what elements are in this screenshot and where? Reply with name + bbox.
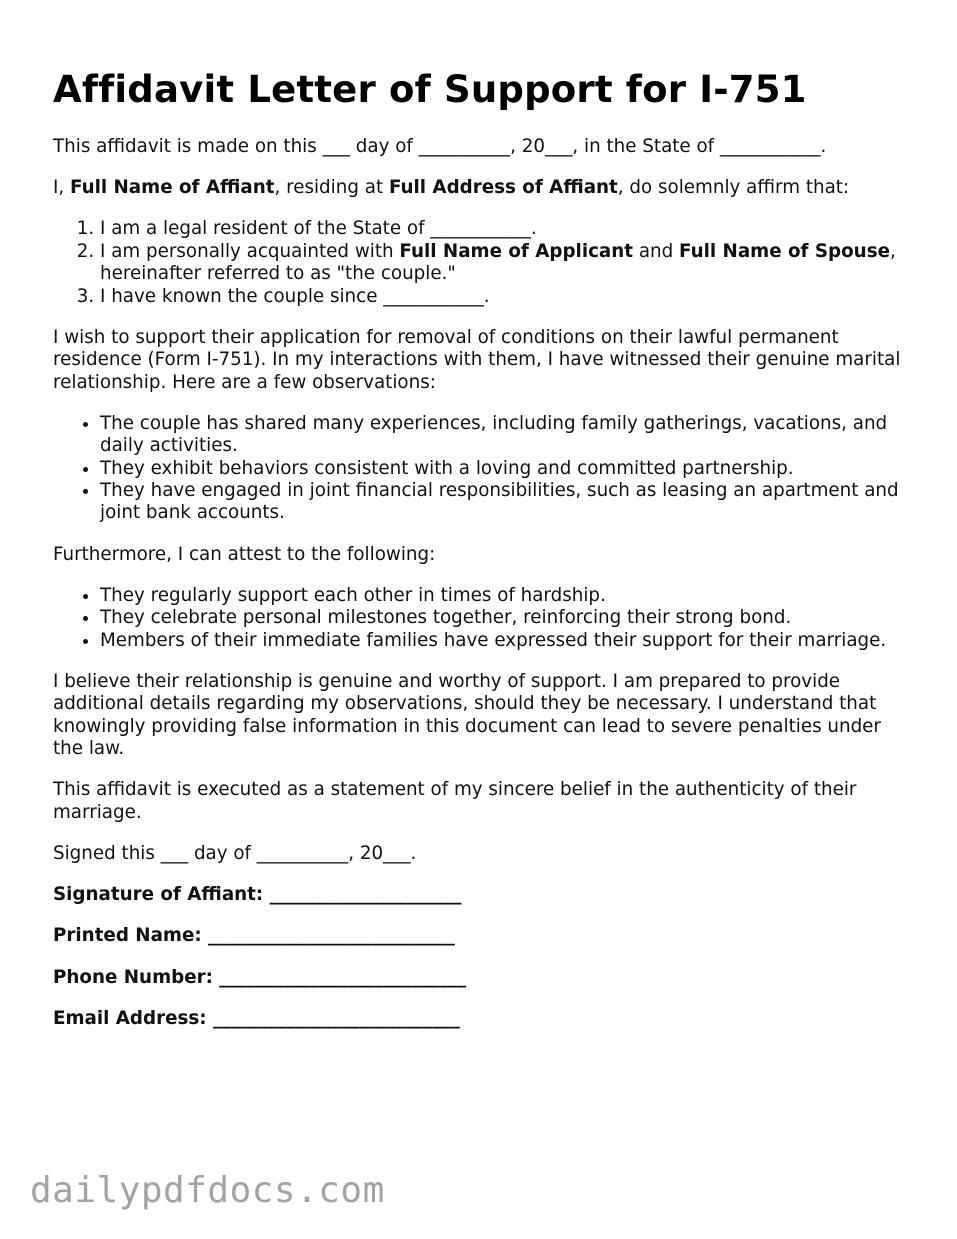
printed-name-field: Printed Name: ___________________________ [53,925,455,947]
statements-list [53,218,913,308]
attestations-list [53,585,913,652]
affirm-mid: , residing at [274,177,389,199]
statement-prefix: I am personally acquainted with [100,240,400,262]
list-item: • Members of their immediate families have expressed their support for their marriage. [100,630,913,652]
signed-date-line: Signed this ___ day of __________, 20___. [53,842,417,864]
spouse-name-placeholder: Full Name of Spouse [679,240,890,262]
list-item: • They celebrate personal milestones together, reinforcing their strong bond. [100,607,913,629]
statement-item: 1. I am a legal resident of the State of ___________. [100,218,913,240]
intro-paragraph: This affidavit is made on this ___ day of __________, 20___, in the State of ___________. [53,136,827,157]
list-item: • The couple has shared many experiences, including family gatherings, vacations, and daily activities. [100,413,913,458]
affirm-prefix: I, [53,177,71,199]
attest-intro: Furthermore, I can attest to the following: [53,543,436,565]
observations-list [53,413,913,525]
statement-and: and [633,240,680,262]
affirm-suffix: , do solemnly affirm that: [617,177,850,199]
belief-paragraph: I believe their relationship is genuine and worthy of support. I am prepared to provide additional details regarding my observations, should they be necessary. I understand that knowingly providing false information in this document can lead to severe penalties under the law. [53,670,881,760]
list-item: • They have engaged in joint financial responsibilities, such as leasing an apartment and joint bank accounts. [100,480,913,525]
watermark: dailypdfdocs.com [30,1170,385,1211]
affirmation-paragraph [53,177,913,199]
support-paragraph: I wish to support their application for removal of conditions on their lawful permanent residence (Form I-751). In my interactions with them, I have witnessed their genuine marital relationship. Here are a few observations: [53,326,901,393]
applicant-name-placeholder: Full Name of Applicant [399,240,634,262]
list-item: • They regularly support each other in times of hardship. [100,585,913,607]
affidavit-document [53,66,913,1049]
email-address-field: Email Address: ___________________________ [53,1007,460,1029]
statement-item: 3. I have known the couple since ___________. [100,286,913,308]
statement-item [100,241,913,286]
signature-field: Signature of Affiant: _____________________ [53,884,462,906]
phone-number-field: Phone Number: ___________________________ [53,966,467,988]
affiant-address-placeholder: Full Address of Affiant [388,177,618,199]
affiant-name-placeholder: Full Name of Affiant [70,177,275,199]
list-item: • They exhibit behaviors consistent with a loving and committed partnership. [100,458,913,480]
document-title: Affidavit Letter of Support for I-751 [53,68,807,111]
statement-suffix: , hereinafter referred to as "the couple." [100,240,896,285]
executed-paragraph: This affidavit is executed as a statement of my sincere belief in the authenticity of their marriage. [53,779,857,823]
